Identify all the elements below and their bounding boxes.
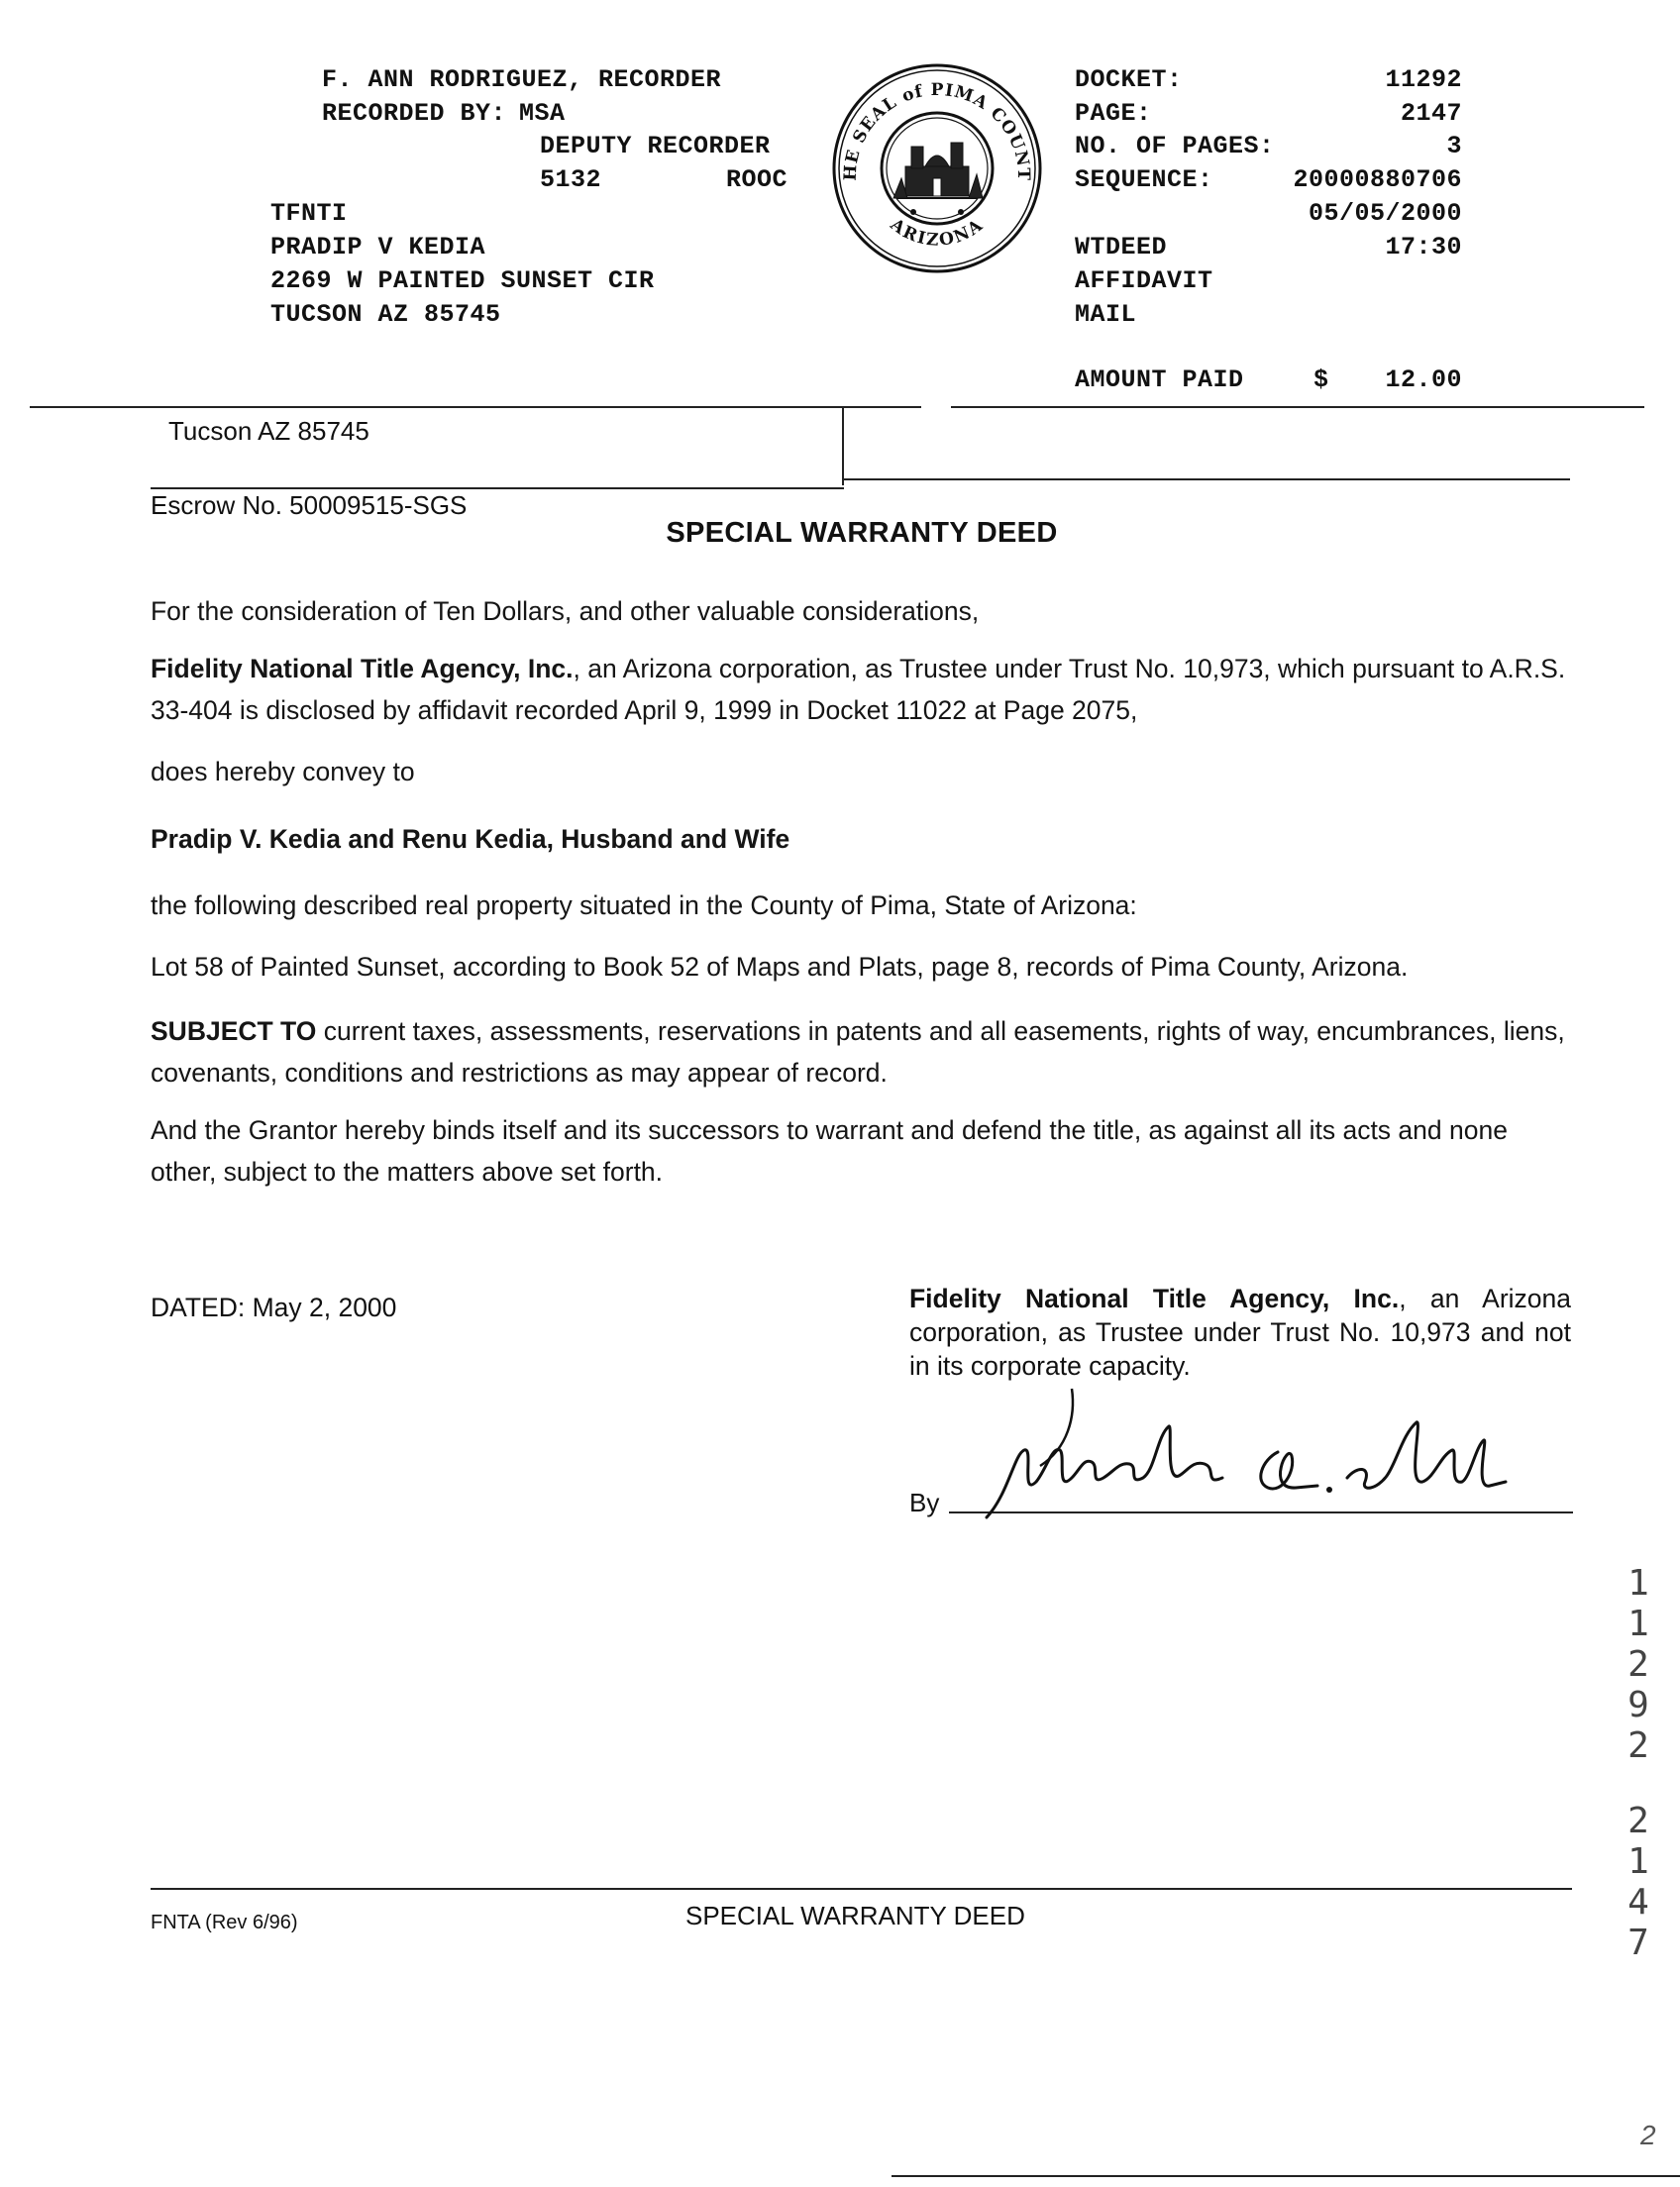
grantor-name: Fidelity National Title Agency, Inc. — [151, 654, 574, 683]
sequence-value: 20000880706 — [1293, 165, 1462, 194]
grantor-paragraph — [151, 648, 1571, 731]
side-stamp-digit: 1 — [1628, 1604, 1649, 1644]
side-stamp-docket — [1619, 1563, 1658, 1766]
return-city-line: Tucson AZ 85745 — [168, 416, 369, 446]
pages-label: NO. OF PAGES: — [1075, 132, 1275, 160]
recorder-code: 5132 — [540, 165, 602, 194]
side-stamp-digit: 4 — [1628, 1882, 1649, 1923]
header-divider-left — [30, 406, 921, 408]
addressee-name: PRADIP V KEDIA — [270, 233, 486, 261]
bottom-edge-rule — [892, 2175, 1680, 2177]
recording-time: 17:30 — [1385, 233, 1462, 261]
signer-description: , an Arizona corporation, as Trustee under Trust No. 10,973 and not in its corporate capacity. — [909, 1284, 1571, 1381]
county-seal-graphic — [828, 59, 1046, 277]
pages-value: 3 — [1446, 132, 1462, 160]
seal-bottom-text: ARIZONA — [886, 214, 989, 251]
legal-description: Lot 58 of Painted Sunset, according to Book 52 of Maps and Plats, page 8, records of Pima County, Arizona. — [151, 952, 1409, 982]
recorder-tag: TFNTI — [270, 199, 348, 228]
recorder-name-line: F. ANN RODRIGUEZ, RECORDER — [322, 65, 722, 94]
return-box-divider — [842, 408, 844, 485]
grantor-description: , an Arizona corporation, as Trustee under Trust No. 10,973, which pursuant to A.R.S. 33-404 is disclosed by affidavit recorded April 9, 1999 in Docket 11022 at Page 2075, — [151, 654, 1566, 725]
footer-title: SPECIAL WARRANTY DEED — [685, 1901, 1025, 1930]
amount-paid-label: AMOUNT PAID — [1075, 365, 1244, 394]
header-divider-right — [951, 406, 1644, 408]
warranty-paragraph: And the Grantor hereby binds itself and its successors to warrant and defend the title, as against all its acts and none other, subject to the matters above set forth. — [151, 1115, 1508, 1187]
signer-block — [909, 1282, 1571, 1383]
docket-label: DOCKET: — [1075, 65, 1183, 94]
svg-text:ARIZONA — [886, 214, 988, 251]
corner-mark: 2 — [1640, 2120, 1656, 2150]
dated-line: DATED: May 2, 2000 — [151, 1293, 397, 1322]
handwritten-signature — [981, 1387, 1535, 1525]
mail-line: MAIL — [1075, 300, 1137, 329]
side-stamp-digit: 2 — [1628, 1644, 1649, 1685]
deed-title: SPECIAL WARRANTY DEED — [666, 517, 1058, 549]
escrow-number: Escrow No. 50009515-SGS — [151, 490, 468, 520]
side-stamp-digit: 2 — [1628, 1801, 1649, 1841]
recording-date: 05/05/2000 — [1308, 199, 1462, 228]
recorded-by-label: RECORDED BY: — [322, 99, 507, 128]
property-intro: the following described real property situated in the County of Pima, State of Arizona: — [151, 890, 1137, 920]
subject-to-text: current taxes, assessments, reservations in patents and all easements, rights of way, encumbrances, liens, covenants, conditions and restrictions as may appear of record. — [151, 1016, 1565, 1088]
signature — [981, 1387, 1535, 1525]
amount-paid-value: 12.00 — [1385, 365, 1462, 394]
side-stamp-digit: 1 — [1628, 1841, 1649, 1882]
grantees: Pradip V. Kedia and Renu Kedia, Husband and Wife — [151, 824, 790, 854]
subject-to-heading: SUBJECT TO — [151, 1016, 317, 1046]
document-type: WTDEED — [1075, 233, 1168, 261]
amount-currency: $ — [1313, 365, 1329, 394]
page-label: PAGE: — [1075, 99, 1152, 128]
by-label: By — [909, 1488, 940, 1517]
footer-rule — [151, 1888, 1572, 1890]
side-stamp-digit: 1 — [1628, 1563, 1649, 1604]
addressee-street: 2269 W PAINTED SUNSET CIR — [270, 266, 655, 295]
addressee-city: TUCSON AZ 85745 — [270, 300, 501, 329]
recorded-by-value: MSA — [519, 99, 566, 128]
footer-form-code: FNTA (Rev 6/96) — [151, 1912, 298, 1933]
side-stamp-digit: 2 — [1628, 1725, 1649, 1766]
signer-name: Fidelity National Title Agency, Inc. — [909, 1284, 1400, 1313]
side-stamp-digit: 9 — [1628, 1685, 1649, 1725]
sequence-label: SEQUENCE: — [1075, 165, 1213, 194]
side-stamp-digit: 7 — [1628, 1923, 1649, 1963]
recorder-code-2: ROOC — [726, 165, 788, 194]
convey-line: does hereby convey to — [151, 757, 415, 786]
return-box-bottom-left — [151, 487, 844, 489]
affidavit-line: AFFIDAVIT — [1075, 266, 1213, 295]
consideration-paragraph: For the consideration of Ten Dollars, and other valuable considerations, — [151, 596, 980, 626]
return-box-bottom-right — [842, 478, 1570, 480]
subject-to-paragraph — [151, 1010, 1571, 1094]
page-value: 2147 — [1400, 99, 1462, 128]
docket-value: 11292 — [1385, 65, 1462, 94]
deputy-recorder-line: DEPUTY RECORDER — [540, 132, 771, 160]
seal-top-text: HE SEAL of PIMA COUNT — [840, 79, 1034, 182]
side-stamp-page — [1619, 1801, 1658, 1963]
pima-county-seal — [828, 59, 1046, 277]
